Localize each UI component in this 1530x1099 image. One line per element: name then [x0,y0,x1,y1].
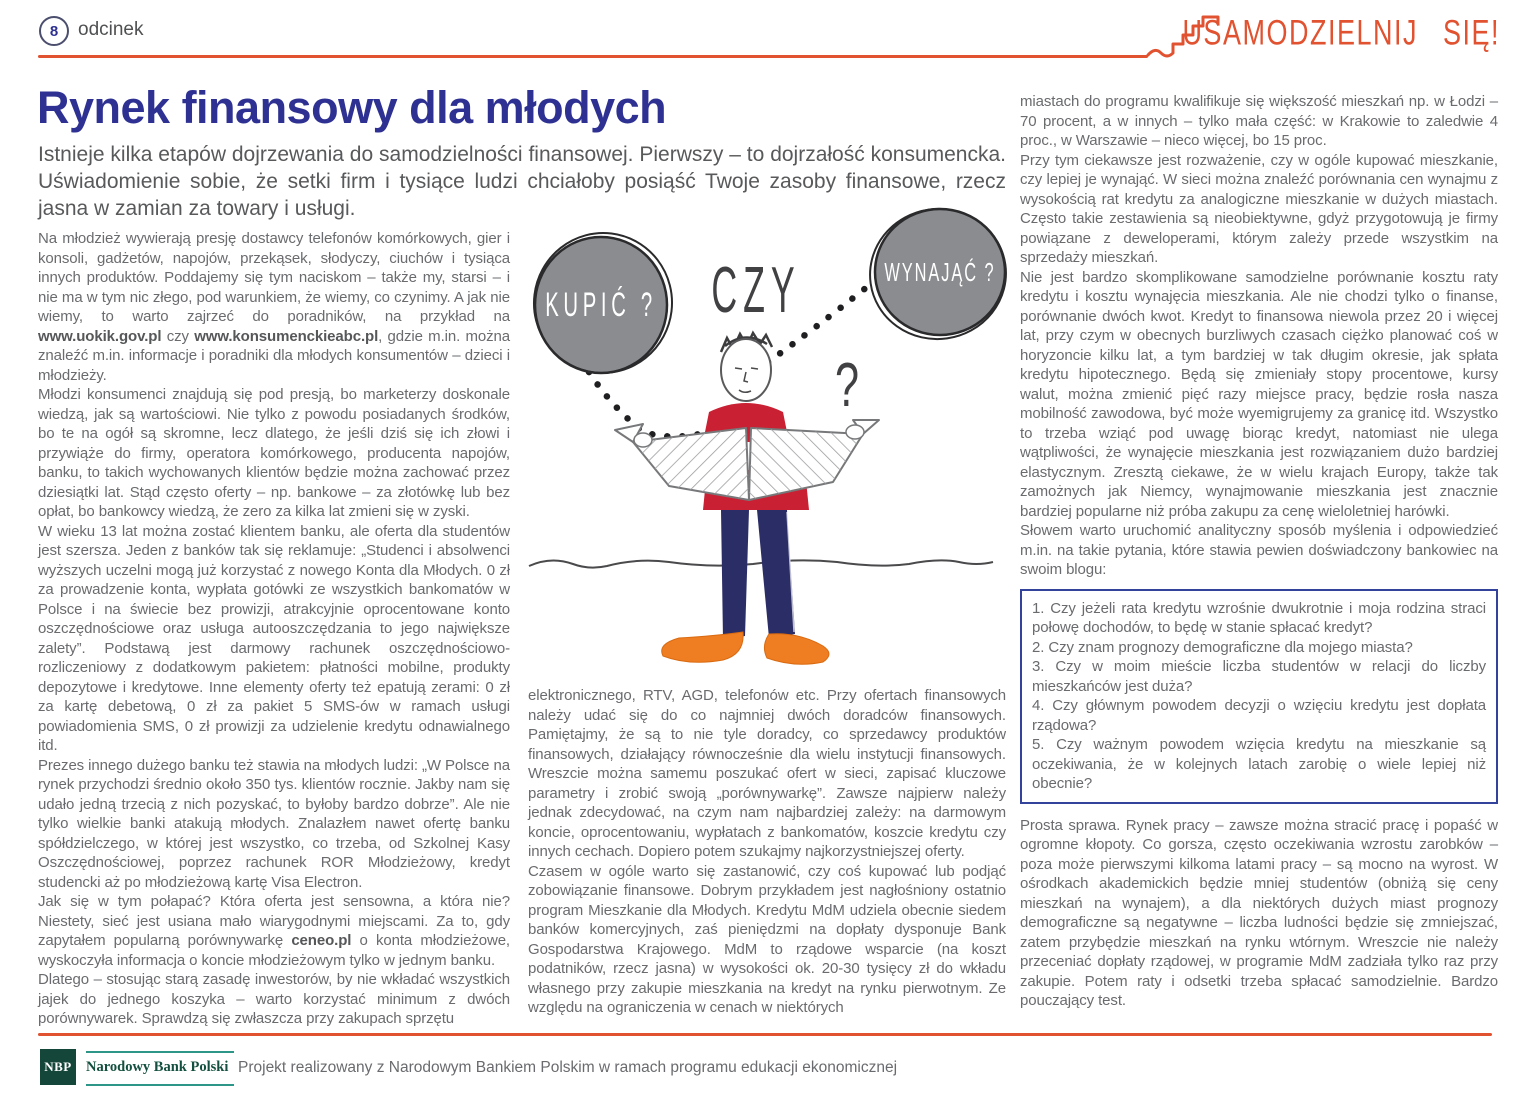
footer-credit: Projekt realizowany z Narodowym Bankiem Polskim w ramach programu edukacji ekonomicznej [238,1059,898,1076]
paragraph: Prosta sprawa. Rynek pracy – zawsze można stracić pracę i popaść w ogromne kłopoty. Co gorsza, często oczekiwania wzrostu zarobków – poza może pierwszymi kilkoma latami pracy – są mocno na wyrost. W ośrodkach akademickich będzie mniej studentów (obniżą się ceny mieszkań na wynajem), a dla niektórych dużych miast prognozy demograficzne są negatywne – liczba ludności będzie się zmniejszać, zatem przybędzie mieszkań na rynku wtórnym. Wreszcie nie należy przeceniać dopłaty rządowej, w programie MdM zadziała tylko raz przy zakupie. Potem raty i odsetki trzeba spłacać samodzielnie. Bardzo pouczający test. [1020,816,1498,1009]
paragraph: Nie jest bardzo skomplikowane samodzielne porównanie kosztu raty kredytu i kosztu wynajęcia mieszkania. Ale nie chodzi tylko o finanse, porównanie dwóch kwot. Kredyt to finansowa niewola przez 20 i więcej lat, przy czym w obecnych burzliwych czasach ciężko planować coś w horyzoncie kilku lat, a tym bardziej w tak długim okresie, jak spłata kredytu hipotecznego. Będą się zmieniały stopy procentowe, kursy walut, można zmienić pięć razy miejsce pracy, będzie rosła nasza mobilność zawodowa, być może wyemigrujemy za granicę itd. Wszystko to trzeba wziąć pod uwagę biorąc kredyt, natomiast nie ulega wątpliwości, że wynajęcie mieszkania jest rozwiązaniem dużo bardziej elastycznym. Zresztą ciekawe, że w wielu krajach Europy, także tak zamożnych jak Niemcy, wynajmowanie mieszkania jest znacznie bardziej popularne niż próba zakupu za cenę wieloletniej harówki. [1020,268,1498,520]
dotted-connector-left [589,372,715,437]
episode-number: 8 [49,22,59,40]
article-lead: Istnieje kilka etapów dojrzewania do samodzielności finansowej. Pierwszy – to dojrzałość konsumencka. Uświadomienie sobie, że setki firm i tysiące ludzi chciałoby posiąść Twoje zasoby finansowe, rzecz jasna w zamian za towary i usługi. [38,143,1006,220]
connector-label: CZY [711,253,801,327]
paragraph: Na młodzież wywierają presję dostawcy telefonów komórkowych, gier i konsoli, gadżetów, napojów, przekąsek, słodyczy, ciuchów i tysiąca innych produktów. Poddajemy się tym naciskom – także my, starsi – i nie ma w tym nic złego, pod warunkiem, że wiemy, co czynimy. A jak nie wiemy, to warto zajrzeć do poradników, na przykład na www.uokik.gov.pl czy www.konsumenckieabc.pl, gdzie m.in. można znaleźć m.in. informacje i poradniki dla młodych konsumentów – dzieci i młodzieży. [38,230,510,384]
page-title: Rynek finansowy dla młodych [37,82,667,133]
nbp-rule-top [86,1051,234,1053]
nbp-rule-bottom [86,1084,234,1086]
paragraph: Czasem w ogóle warto się zastanowić, czy coś kupować lub podjąć zobowiązanie finansowe. Dobrym przykładem jest nagłośniony ostatnio program Mieszkanie dla Młodych. Kredytu MdM udziela obecnie siedem banków komercyjnych, zaś pieniędzmi na dopłaty dysponuje Bank Gospodarstwa Krajowego. MdM to rządowe wsparcie (na koszt podatników, rzecz jasna) w wysokości ok. 20-30 tysięcy zł do wkładu własnego przy zakupie mieszkania na kredyt na rynku pierwotnym. Ze względu na ograniczenia w cenach w niektórych [528,862,1006,1016]
paragraph: elektronicznego, RTV, AGD, telefonów etc. Przy ofertach finansowych należy udać się do co najmniej dwóch doradców finansowych. Pamiętajmy, że są to nie tyle doradcy, co sprzedawcy produktów finansowych, działający równocześnie dla wielu instytucji finansowych. Wreszcie można samemu poszukać ofert w sieci, zapisać kluczowe parametry i zrobić swoją „porównywarkę”. Zawsze najpierw należy jednak zdecydować, na czym nam najbardziej zależy: na darmowym koncie, oprocentowaniu, wypłatach z bankomatów, koszcie kredytu czy innych cechach. Dopiero potem szukajmy najkorzystniejszej oferty. [528,687,1006,860]
paragraph: W wieku 13 lat można zostać klientem banku, ale oferta dla studentów jest szersza. Jeden z banków tak się reklamuje: „Studenci i absolwenci wyższych uczelni mogą już korzystać z nowego Konta dla Młodych. 0 zł za prowadzenie konta, wypłata gotówki ze wszystkich bankomatów w Polsce i na świecie bez prowizji, atrakcyjnie oprocentowane konto oszczędnościowe oraz usługa autooszczędzania to jego największe zalety”. Podstawą jest darmowy rachunek oszczędnościowo-rozliczeniowy z dodatkowym pakietem: płatności mobilne, produkty depozytowe i kredytowe. Inne elementy oferty też epatują zerami: 0 zł za kartę debetową, 0 zł za pakiet 5 SMS-ów w ramach usługi powiadomienia SMS, 0 zł prowizji za udzielenie kredytu odnawialnego itd. [38,522,510,754]
questions-box [1020,589,1498,804]
bubble-wynajac [862,200,1015,348]
column-right [1020,92,1498,1011]
illustration [513,200,1015,680]
paragraph: Słowem warto uruchomić analityczny sposób myślenia i odpowiedzieć m.in. na takie pytania, które stawia pewien doświadczony bankowiec na swoim blogu: [1020,522,1498,578]
series-slogan: USAMODZIELNIJ SIĘ! [1182,13,1500,53]
paragraph: Przy tym ciekawsze jest rozważenie, czy w ogóle kupować mieszkanie, czy lepiej je wynająć. W sieci można znaleźć porównania cen wynajmu z wysokością rat kredytu za analogiczne mieszkanie w dużych miastach. Często takie zestawienia są nieobiektywne, gdyż przygotowują je firmy powiązane z deweloperami, którym zależy przede wszystkim na sprzedaży mieszkań. [1020,151,1498,266]
bubble-wynajac-label: WYNAJĄĆ ? [884,257,996,287]
header-divider [38,55,1148,58]
paragraph: Jak się w tym połapać? Która oferta jest sensowna, a która nie? Niestety, sieć jest usiana mało wiarygodnymi miejscami. Za to, gdy zapytałem popularną porównywarkę ceneo.pl o konta młodzieżowe, wyskoczyła informacja o koncie młodzieżowym tylko w jednym banku. [38,893,510,969]
bubble-kupic [526,225,680,381]
episode-badge [39,16,69,46]
paragraph: Dlatego – stosując starą zasadę inwestorów, by nie wkładać wszystkich jajek do jednego koszyka – warto korzystać minimum z dwóch porównywarek. Sprawdzą się zwłaszcza przy zakupach sprzętu [38,971,510,1027]
question-item: 2. Czy znam prognozy demograficzne dla mojego miasta? [1032,638,1413,656]
column-middle [528,686,1006,1018]
nbp-logo [40,1049,76,1085]
nbp-logo-abbr: NBP [44,1059,72,1074]
paragraph: Prezes innego dużego banku też stawia na młodych ludzi: „W Polsce na rynek przychodzi średnio około 350 tys. klientów rocznie. Jakby nam się udało jedną trzecią z nich pozyskać, to byłoby bardzo dobrze”. Ale nie tylko wielkie banki atakują młodych. Znalazłem nawet ofertę banku spółdzielczego, w której jest wszystko, co trzeba, od Szkolnej Kasy Oszczędnościowej, poprzez rachunek ROR Młodzieżowy, kredyt studencki aż po młodzieżową kartę Visa Electron. [38,756,510,891]
question-item: 4. Czy głównym powodem decyzji o wzięciu kredytu jest dopłata rządowa? [1032,697,1486,734]
question-item: 5. Czy ważnym powodem wzięcia kredytu na mieszkanie są oczekiwania, że w kolejnych latach zarobię o wiele lepiej niż obecnie? [1032,736,1486,792]
nbp-logo-name: Narodowy Bank Polski [86,1059,229,1075]
paragraph: miastach do programu kwalifikuje się większość mieszkań np. w Łodzi – 70 procent, a w innych – tylko mała część: w Krakowie to zaledwie 4 proc., w Warszawie – nieco więcej, bo 15 proc. [1020,93,1498,149]
column-left [38,229,510,1029]
question-item: 3. Czy w moim mieście liczba studentów w relacji do liczby mieszkańców jest duża? [1032,658,1486,695]
footer-divider [38,1033,1492,1036]
bubble-kupic-label: KUPIĆ ? [545,285,657,324]
question-item: 1. Czy jeżeli rata kredytu wzrośnie dwukrotnie i moja rodzina straci połowę dochodów, to będę w stanie spłacać kredyt? [1032,599,1486,636]
episode-label: odcinek [78,19,144,40]
paragraph: Młodzi konsumenci znajdują się pod presją, bo marketerzy doskonale wiedzą, jak są wartościowi. Nie tylko z powodu posiadanych środków, bo te na ogół są skromne, lecz dlatego, że jeśli dziś się ich złowi i przywiąże do firmy, operatora komórkowego, producenta napojów, banku, to takich wychowanych klientów będzie można zachować przez dziesiątki lat. Stąd często oferty – np. bankowe – za złotówkę lub bez opłat, bo bankowcy wiedzą, że zero za kilka lat zmieni się w zyski. [38,386,510,520]
question-mark: ? [834,350,860,420]
ground-line [529,560,993,567]
